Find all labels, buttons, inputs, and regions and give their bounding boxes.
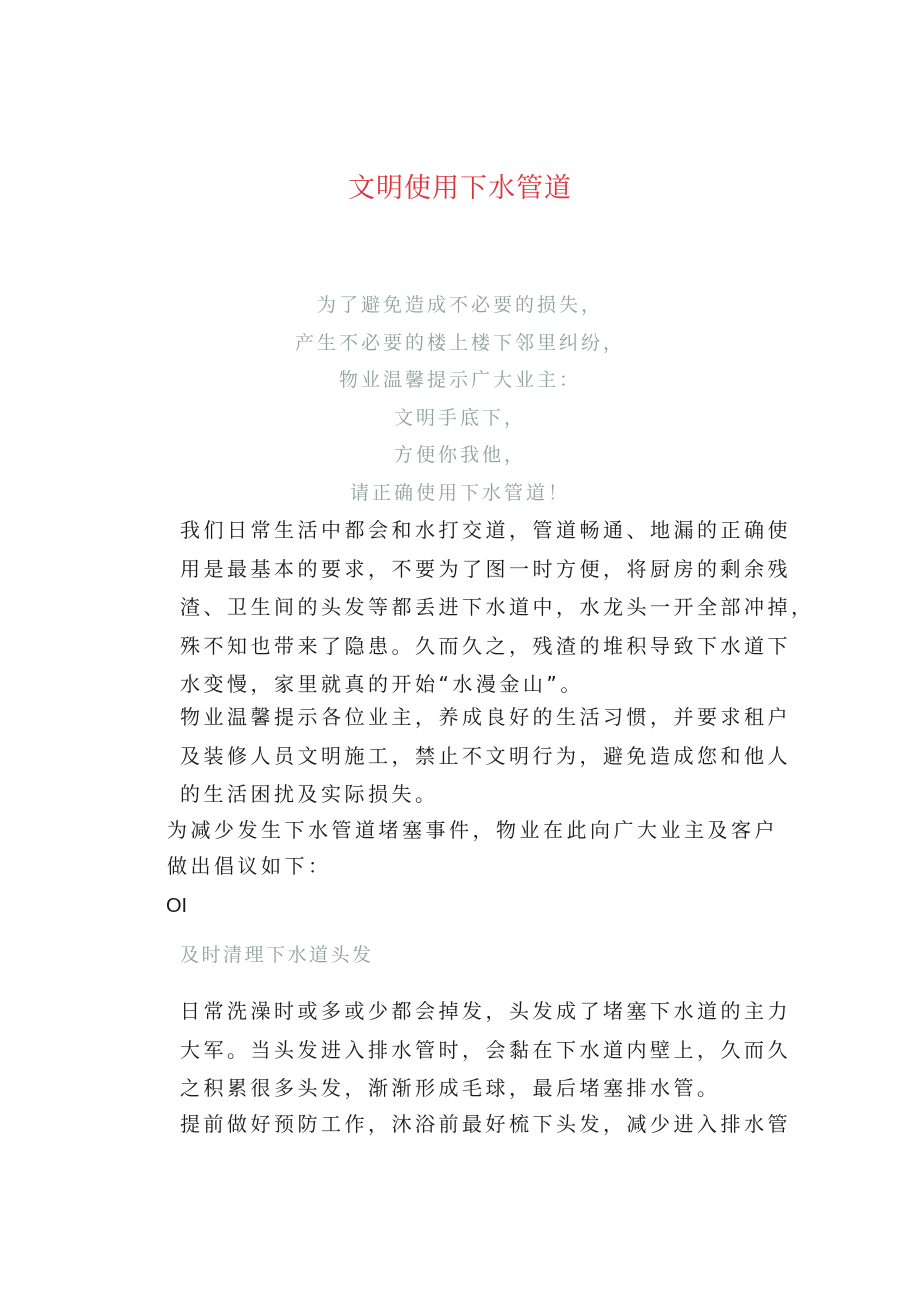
paragraph-prevention (180, 1105, 791, 1144)
poem-line: 物业温馨提示广大业主： (338, 369, 581, 391)
poem-line: 请正确使用下水管道！ (349, 481, 570, 504)
paragraph-line: 殊不知也带来了隐患。久而久之，残渣的堆积导致下水道下 (180, 633, 791, 658)
paragraph-line: 大军。当头发进入排水管时，会黏在下水道内壁上，久而久 (180, 1037, 791, 1062)
paragraph-line: 水变慢，家里就真的开始“水漫金山”。 (180, 672, 584, 696)
poem-line: 为了避免造成不必要的损失， (316, 294, 603, 316)
paragraph-line: 及装修人员文明施工，禁止不文明行为，避免造成您和他人 (180, 743, 791, 768)
section-number: OI (166, 895, 188, 917)
poem-line: 文明手底下， (393, 406, 526, 429)
section-heading: 及时清理下水道头发 (180, 944, 374, 966)
poem-line: 方便你我他， (393, 444, 526, 466)
paragraph-drainage-habits (180, 511, 815, 704)
paragraph-reminder (180, 698, 791, 814)
paragraph-line: 之积累很多头发，渐渐形成毛球，最后堵塞排水管。 (180, 1076, 721, 1100)
paragraph-proposal-intro (167, 812, 778, 884)
document-title: 文明使用下水管道 (348, 173, 572, 204)
paragraph-line: 物业温馨提示各位业主，养成良好的生活习惯，并要求租户 (180, 705, 791, 729)
poem-line: 产生不必要的楼上楼下邻里纠纷， (294, 331, 625, 354)
paragraph-line: 我们日常生活中都会和水打交道，管道畅通、地漏的正确使 (180, 518, 791, 542)
paragraph-line: 日常洗澡时或多或少都会掉发，头发成了堵塞下水道的主力 (180, 999, 791, 1023)
paragraph-line: 用是最基本的要求，不要为了图一时方便，将厨房的剩余残 (180, 556, 791, 581)
poem-block (0, 287, 920, 512)
paragraph-line: 的生活困扰及实际损失。 (180, 782, 439, 806)
paragraph-hair-clog (180, 992, 791, 1108)
paragraph-line: 做出倡议如下： (167, 854, 332, 878)
paragraph-line: 为减少发生下水管道堵塞事件，物业在此向广大业主及客户 (167, 818, 778, 842)
paragraph-line: 渣、卫生间的头发等都丢进下水道中，水龙头一开全部冲掉， (180, 595, 815, 619)
paragraph-line: 提前做好预防工作，沐浴前最好梳下头发，减少进入排水管 (180, 1112, 791, 1136)
